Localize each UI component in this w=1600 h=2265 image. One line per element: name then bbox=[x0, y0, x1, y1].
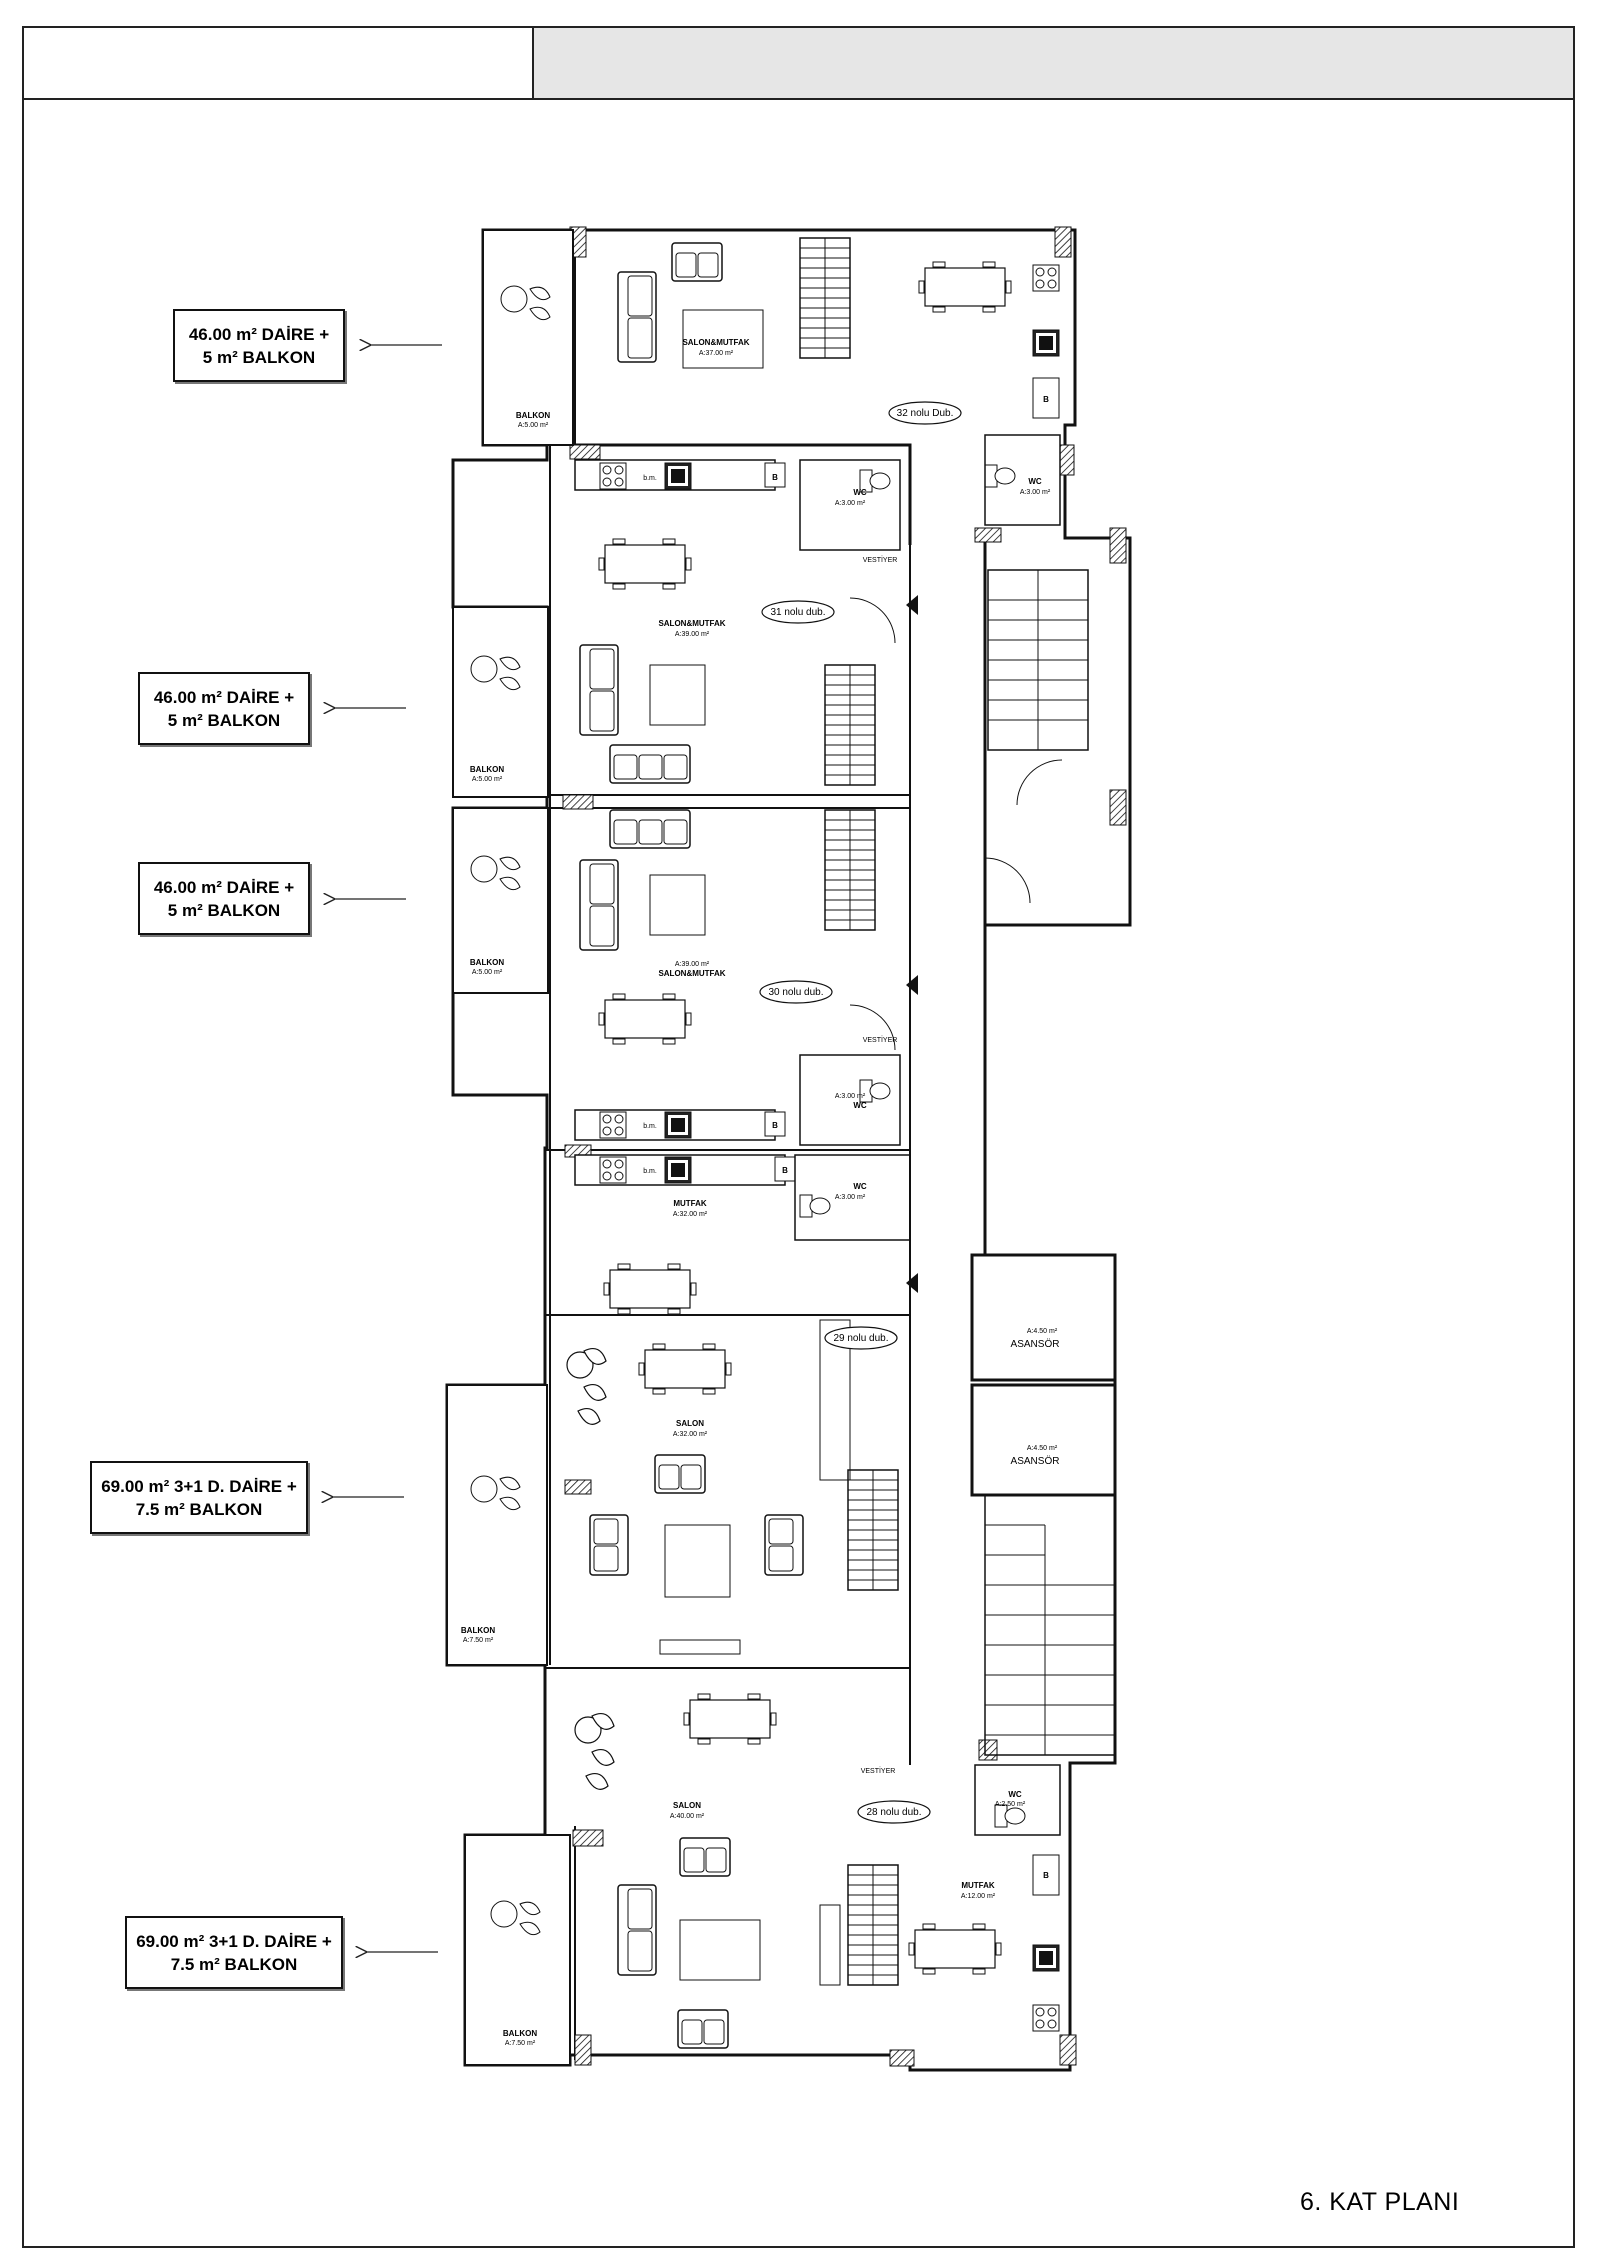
u30-room-label: SALON&MUTFAK bbox=[658, 969, 726, 978]
u30-bm-label: b.m. bbox=[643, 1123, 657, 1130]
u28-balkon-area: A:7.50 m² bbox=[504, 2040, 536, 2047]
callout-arrow-icons bbox=[332, 345, 442, 1952]
u30-vestiyer-label: VESTİYER bbox=[862, 1037, 898, 1044]
u31-room-area: A:39.00 m² bbox=[674, 631, 710, 638]
callout-unit-30-line1: 46.00 m² DAİRE + bbox=[153, 877, 295, 897]
plan-title: 6. KAT PLANI bbox=[1300, 2188, 1460, 2216]
callout-unit-32 bbox=[173, 309, 345, 382]
u32-wc-label: WC bbox=[1028, 477, 1042, 486]
u29-mutfak-label: MUTFAK bbox=[673, 1199, 707, 1208]
u30-wc-area: A:3.00 m² bbox=[834, 1093, 866, 1100]
u30-balkon-label: BALKON bbox=[469, 958, 505, 967]
callout-unit-29 bbox=[90, 1461, 308, 1534]
u28-mutfak-label: MUTFAK bbox=[961, 1881, 995, 1890]
u31-bm-label: b.m. bbox=[643, 475, 657, 482]
elevator-1-area: A:4.50 m² bbox=[1026, 1328, 1058, 1335]
elevator-2-label: ASANSÖR bbox=[1010, 1456, 1060, 1467]
u32-balkon-area: A:5.00 m² bbox=[517, 422, 549, 429]
u32-b-label: B bbox=[1043, 395, 1049, 404]
callout-unit-30 bbox=[138, 862, 310, 935]
u28-salon-label: SALON bbox=[673, 1801, 701, 1810]
callout-unit-28-line1: 69.00 m² 3+1 D. DAİRE + bbox=[136, 1931, 332, 1951]
callout-unit-28-line2: 7.5 m² BALKON bbox=[170, 1954, 298, 1974]
stair-core bbox=[985, 570, 1115, 1755]
callout-unit-32-line1: 46.00 m² DAİRE + bbox=[188, 324, 330, 344]
u30-tag: 30 nolu dub. bbox=[768, 987, 824, 998]
u29-salon-area: A:32.00 m² bbox=[672, 1431, 708, 1438]
u31-vestiyer-label: VESTİYER bbox=[862, 557, 898, 564]
u29-balkon-label: BALKON bbox=[460, 1626, 496, 1635]
u31-balkon-label: BALKON bbox=[469, 765, 505, 774]
u30-b-label: B bbox=[772, 1121, 778, 1130]
u32-tag: 32 nolu Dub. bbox=[896, 408, 954, 419]
elevator-1-shaft bbox=[972, 1255, 1115, 1380]
balconies bbox=[447, 230, 573, 2065]
u29-mutfak-area: A:32.00 m² bbox=[672, 1211, 708, 1218]
u29-bm-label: b.m. bbox=[643, 1168, 657, 1175]
u29-salon-label: SALON bbox=[676, 1419, 704, 1428]
u28-wc-label: WC bbox=[1008, 1790, 1022, 1799]
u28-balkon-label: BALKON bbox=[502, 2029, 538, 2038]
u28-mutfak-area: A:12.00 m² bbox=[960, 1893, 996, 1900]
callout-unit-30-line2: 5 m² BALKON bbox=[167, 900, 281, 920]
callout-unit-29-line2: 7.5 m² BALKON bbox=[135, 1499, 263, 1519]
u31-wc-area: A:3.00 m² bbox=[834, 500, 866, 507]
callout-unit-31-line2: 5 m² BALKON bbox=[167, 710, 281, 730]
callout-unit-29-line1: 69.00 m² 3+1 D. DAİRE + bbox=[101, 1476, 297, 1496]
u29-b-label: B bbox=[782, 1166, 788, 1175]
callout-unit-32-line2: 5 m² BALKON bbox=[202, 347, 316, 367]
u29-tag: 29 nolu dub. bbox=[833, 1333, 889, 1344]
u30-room-area: A:39.00 m² bbox=[674, 961, 710, 968]
u31-room-label: SALON&MUTFAK bbox=[658, 619, 726, 628]
entrance-arrow-icons bbox=[906, 595, 918, 1293]
u28-tag: 28 nolu dub. bbox=[866, 1807, 922, 1818]
u32-room-label: SALON&MUTFAK bbox=[682, 338, 750, 347]
elevator-1-label: ASANSÖR bbox=[1010, 1339, 1060, 1350]
u29-balkon-area: A:7.50 m² bbox=[462, 1637, 494, 1644]
u32-room-area: A:37.00 m² bbox=[698, 350, 734, 357]
callout-unit-31-line1: 46.00 m² DAİRE + bbox=[153, 687, 295, 707]
u28-salon-area: A:40.00 m² bbox=[669, 1813, 705, 1820]
u31-wc-label: WC bbox=[853, 488, 867, 497]
elevator-2-area: A:4.50 m² bbox=[1026, 1445, 1058, 1452]
u31-tag: 31 nolu dub. bbox=[770, 607, 826, 618]
u28-b-label: B bbox=[1043, 1871, 1049, 1880]
u29-wc-label: WC bbox=[853, 1182, 867, 1191]
callout-unit-28 bbox=[125, 1916, 343, 1989]
u29-wc-area: A:3.00 m² bbox=[834, 1194, 866, 1201]
u30-balkon-area: A:5.00 m² bbox=[471, 969, 503, 976]
building-walls bbox=[447, 230, 1130, 2070]
u30-wc-label: WC bbox=[853, 1101, 867, 1110]
u28-wc-area: A:2.50 m² bbox=[994, 1801, 1026, 1808]
elevator-2-shaft bbox=[972, 1385, 1115, 1495]
u28-vestiyer-label: VESTİYER bbox=[860, 1768, 896, 1775]
u31-b-label: B bbox=[772, 473, 778, 482]
u32-balkon-label: BALKON bbox=[515, 411, 551, 420]
u32-wc-area: A:3.00 m² bbox=[1019, 489, 1051, 496]
u31-balkon-area: A:5.00 m² bbox=[471, 776, 503, 783]
callout-unit-31 bbox=[138, 672, 310, 745]
